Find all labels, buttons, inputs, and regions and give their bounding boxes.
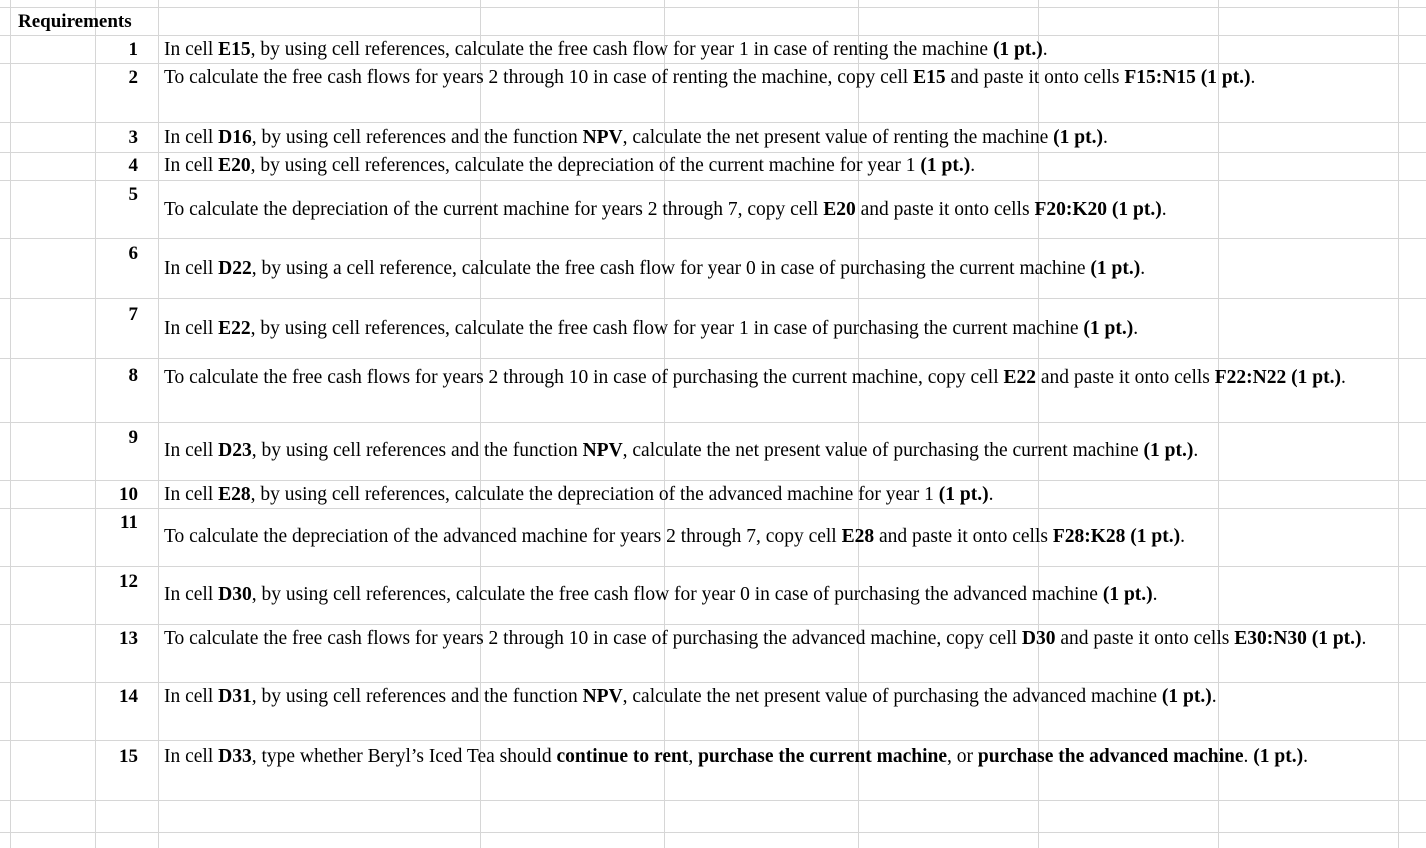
column-border-i bbox=[1398, 0, 1399, 848]
requirement-text[interactable]: In cell D23, by using cell references and the function NPV, calculate the net present value of purchasing the current machine (1 pt.). bbox=[164, 440, 1199, 461]
requirement-text[interactable]: To calculate the depreciation of the current machine for years 2 through 7, copy cell E20 and paste it onto cells F20:K20 (1 pt.). bbox=[164, 199, 1167, 220]
requirement-text[interactable]: In cell D22, by using a cell reference, calculate the free cash flow for year 0 in case of purchasing the current machine (1 pt.). bbox=[164, 258, 1146, 279]
requirement-number[interactable]: 11 bbox=[120, 512, 138, 533]
row-border bbox=[0, 422, 1426, 423]
row-border bbox=[0, 832, 1426, 833]
requirement-number[interactable]: 12 bbox=[119, 571, 138, 592]
requirements-header[interactable]: Requirements bbox=[18, 11, 132, 32]
requirement-number[interactable]: 10 bbox=[119, 484, 138, 505]
requirement-number[interactable]: 5 bbox=[128, 184, 138, 205]
requirement-number[interactable]: 1 bbox=[128, 39, 138, 60]
requirement-text[interactable]: In cell D31, by using cell references and the function NPV, calculate the net present value of purchasing the advanced machine (1 pt.). bbox=[164, 686, 1217, 707]
requirement-text[interactable]: In cell E15, by using cell references, calculate the free cash flow for year 1 in case of renting the machine (1 pt.). bbox=[164, 39, 1048, 60]
requirement-number[interactable]: 8 bbox=[128, 365, 138, 386]
requirement-number[interactable]: 15 bbox=[119, 746, 138, 767]
row-border bbox=[0, 566, 1426, 567]
row-border bbox=[0, 7, 1426, 8]
requirement-number[interactable]: 4 bbox=[128, 155, 138, 176]
row-border bbox=[0, 358, 1426, 359]
requirement-number[interactable]: 6 bbox=[128, 243, 138, 264]
row-border bbox=[0, 800, 1426, 801]
requirement-text[interactable]: In cell D30, by using cell references, calculate the free cash flow for year 0 in case of purchasing the advanced machine (1 pt.). bbox=[164, 584, 1158, 605]
requirement-text[interactable]: In cell D33, type whether Beryl’s Iced Tea should continue to rent, purchase the current machine, or purchase the advanced machine. (1 pt.). bbox=[164, 746, 1308, 767]
row-border bbox=[0, 122, 1426, 123]
column-border-a bbox=[10, 0, 11, 848]
requirement-number[interactable]: 2 bbox=[128, 67, 138, 88]
requirement-text[interactable]: To calculate the depreciation of the advanced machine for years 2 through 7, copy cell E28 and paste it onto cells F28:K28 (1 pt.). bbox=[164, 526, 1185, 547]
requirement-text[interactable]: To calculate the free cash flows for years 2 through 10 in case of purchasing the advanced machine, copy cell D30 and paste it onto cells E30:N30 (1 pt.). bbox=[164, 628, 1367, 649]
requirement-text[interactable]: To calculate the free cash flows for years 2 through 10 in case of renting the machine, copy cell E15 and paste it onto cells F15:N15 (1 pt.). bbox=[164, 67, 1256, 88]
requirement-text[interactable]: In cell E20, by using cell references, calculate the depreciation of the current machine for year 1 (1 pt.). bbox=[164, 155, 976, 176]
requirement-text[interactable]: In cell E22, by using cell references, calculate the free cash flow for year 1 in case of purchasing the current machine (1 pt.). bbox=[164, 318, 1139, 339]
column-border-c bbox=[158, 0, 159, 848]
requirement-number[interactable]: 7 bbox=[128, 304, 138, 325]
requirement-number[interactable]: 9 bbox=[128, 427, 138, 448]
requirement-number[interactable]: 13 bbox=[119, 628, 138, 649]
requirement-number[interactable]: 3 bbox=[128, 127, 138, 148]
row-border bbox=[0, 740, 1426, 741]
requirement-text[interactable]: In cell D16, by using cell references and the function NPV, calculate the net present value of renting the machine (1 pt.). bbox=[164, 127, 1108, 148]
row-border bbox=[0, 180, 1426, 181]
requirement-text[interactable]: In cell E28, by using cell references, calculate the depreciation of the advanced machine for year 1 (1 pt.). bbox=[164, 484, 994, 505]
requirement-text[interactable]: To calculate the free cash flows for years 2 through 10 in case of purchasing the current machine, copy cell E22 and paste it onto cells F22:N22 (1 pt.). bbox=[164, 367, 1346, 388]
row-border bbox=[0, 298, 1426, 299]
requirement-number[interactable]: 14 bbox=[119, 686, 138, 707]
row-border bbox=[0, 238, 1426, 239]
